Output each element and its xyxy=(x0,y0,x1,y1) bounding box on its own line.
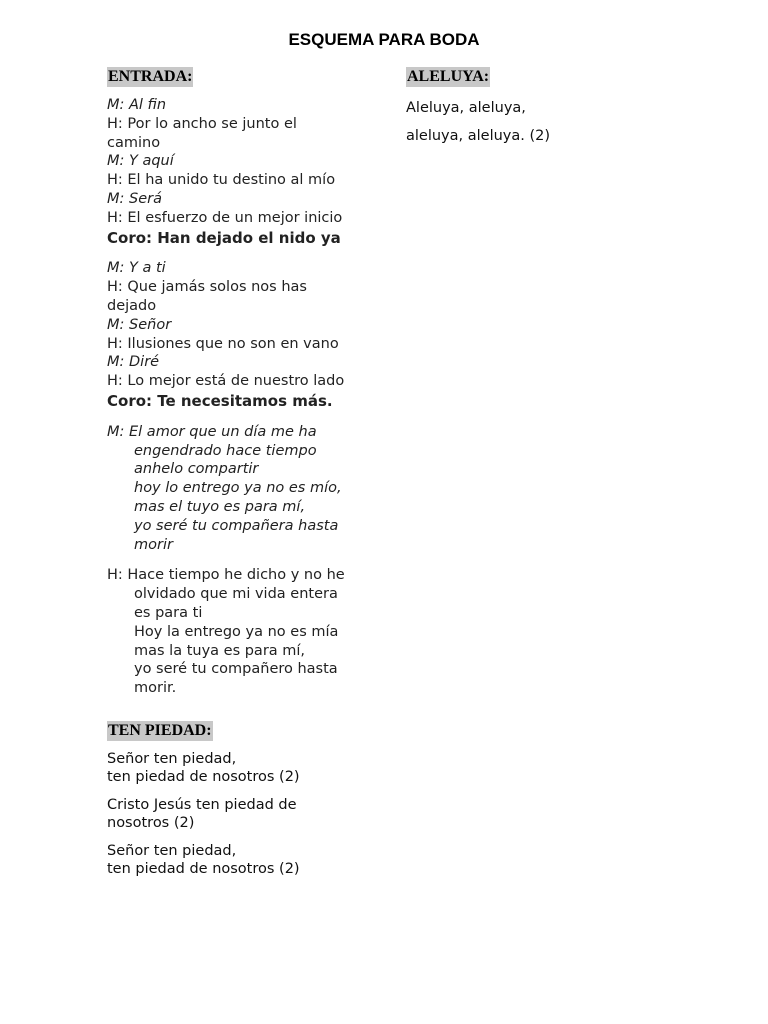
section-heading-entrada: ENTRADA: xyxy=(108,68,193,85)
ten-piedad-block-2 xyxy=(107,796,387,833)
lyric-line: nosotros (2) xyxy=(107,815,195,832)
lyric-line: H: El ha unido tu destino al mío xyxy=(107,172,336,189)
lyric-line: H: El esfuerzo de un mejor inicio xyxy=(107,209,343,226)
lyric-line: ten piedad de nosotros (2) xyxy=(107,861,300,878)
entrada-stanza-4 xyxy=(107,566,387,698)
lyric-line: morir xyxy=(134,536,173,553)
entrada-stanza-3 xyxy=(107,423,387,555)
lyric-line: Señor ten piedad, xyxy=(107,842,237,859)
lyric-line: engendrado hace tiempo xyxy=(134,442,317,459)
document-title: ESQUEMA PARA BODA xyxy=(288,30,480,49)
lyric-line: dejado xyxy=(107,297,157,314)
lyric-line: M: El amor que un día me ha xyxy=(107,423,317,440)
section-heading-ten-piedad: TEN PIEDAD: xyxy=(108,721,212,739)
entrada-stanza-1 xyxy=(107,96,387,247)
section-heading-aleluya: ALELUYA: xyxy=(407,68,490,85)
lyric-line: mas el tuyo es para mí, xyxy=(134,498,306,515)
lyric-line: yo seré tu compañera hasta xyxy=(134,517,339,534)
lyric-line: aleluya, aleluya. (2) xyxy=(406,128,551,144)
lyric-line: mas la tuya es para mí, xyxy=(134,642,306,659)
lyric-line: M: Al fin xyxy=(107,97,167,113)
lyric-line: camino xyxy=(107,134,161,151)
lyric-line: ten piedad de nosotros (2) xyxy=(107,769,300,786)
lyric-line: H: Hace tiempo he dicho y no he xyxy=(107,567,345,584)
chorus-line: Coro: Te necesitamos más. xyxy=(107,391,333,410)
lyric-line: Aleluya, aleluya, xyxy=(406,100,526,116)
lyric-line: M: Y aquí xyxy=(107,153,174,170)
ten-piedad-block-1 xyxy=(107,750,387,787)
lyric-line: H: Lo mejor está de nuestro lado xyxy=(107,373,345,390)
lyric-line: yo seré tu compañero hasta xyxy=(134,661,338,678)
aleluya-lines xyxy=(406,99,666,145)
lyric-line: H: Por lo ancho se junto el xyxy=(107,115,297,132)
lyric-line: Cristo Jesús ten piedad de xyxy=(107,796,297,813)
lyric-line: M: Diré xyxy=(107,354,160,371)
ten-piedad-section xyxy=(107,720,387,879)
lyric-line: H: Ilusiones que no son en vano xyxy=(107,335,339,352)
lyric-line: olvidado que mi vida entera xyxy=(134,586,338,603)
left-column xyxy=(107,66,387,879)
lyric-line: H: Que jamás solos nos has xyxy=(107,279,307,296)
right-column xyxy=(406,66,666,145)
lyric-line: M: Será xyxy=(107,190,162,207)
entrada-stanza-2 xyxy=(107,259,387,410)
chorus-line: Coro: Han dejado el nido ya xyxy=(107,228,341,247)
lyric-line: Señor ten piedad, xyxy=(107,750,237,767)
lyric-line: morir. xyxy=(134,680,177,697)
lyric-line: Hoy la entrego ya no es mía xyxy=(134,623,339,640)
lyric-line: anhelo compartir xyxy=(134,461,259,478)
ten-piedad-block-3 xyxy=(107,842,387,879)
lyric-line: M: Y a ti xyxy=(107,260,166,277)
lyric-line: es para ti xyxy=(134,604,203,621)
lyric-line: M: Señor xyxy=(107,316,172,333)
lyric-line: hoy lo entrego ya no es mío, xyxy=(134,480,342,497)
